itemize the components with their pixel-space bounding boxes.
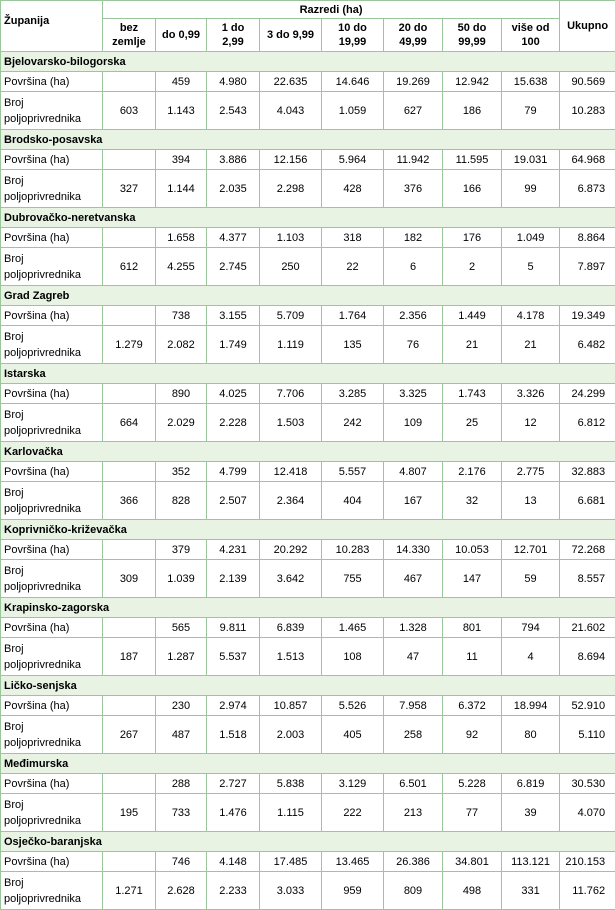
value-cell: 3.033 (260, 872, 322, 910)
value-cell: 2.543 (207, 92, 260, 130)
total-cell: 21.602 (560, 618, 615, 638)
value-cell: 5.709 (260, 306, 322, 326)
value-cell: 4.980 (207, 72, 260, 92)
value-cell: 2.356 (384, 306, 443, 326)
value-cell (103, 540, 156, 560)
povrsina-label: Površina (ha) (1, 696, 103, 716)
value-cell: 25 (443, 404, 502, 442)
value-cell: 1.119 (260, 326, 322, 364)
value-cell: 258 (384, 716, 443, 754)
value-cell: 2.745 (207, 248, 260, 286)
value-cell (103, 384, 156, 404)
value-cell: 2.233 (207, 872, 260, 910)
value-cell: 318 (322, 228, 384, 248)
total-cell: 4.070 (560, 794, 615, 832)
value-cell: 428 (322, 170, 384, 208)
county-row (1, 520, 615, 540)
povrsina-row (1, 150, 615, 170)
header-class: 20 do 49,99 (384, 19, 443, 52)
value-cell: 498 (443, 872, 502, 910)
broj-row (1, 326, 615, 364)
value-cell: 3.642 (260, 560, 322, 598)
county-name: Bjelovarsko-bilogorska (1, 52, 615, 72)
value-cell: 828 (156, 482, 207, 520)
total-cell: 10.283 (560, 92, 615, 130)
value-cell: 1.465 (322, 618, 384, 638)
value-cell: 794 (502, 618, 560, 638)
value-cell: 2.628 (156, 872, 207, 910)
broj-row (1, 170, 615, 208)
broj-row (1, 638, 615, 676)
povrsina-row (1, 306, 615, 326)
value-cell: 3.326 (502, 384, 560, 404)
value-cell (103, 150, 156, 170)
value-cell: 5 (502, 248, 560, 286)
povrsina-label: Površina (ha) (1, 384, 103, 404)
total-cell: 8.557 (560, 560, 615, 598)
value-cell: 19.031 (502, 150, 560, 170)
county-row (1, 832, 615, 852)
total-cell: 19.349 (560, 306, 615, 326)
value-cell: 3.325 (384, 384, 443, 404)
value-cell: 167 (384, 482, 443, 520)
value-cell (103, 462, 156, 482)
value-cell: 47 (384, 638, 443, 676)
value-cell: 352 (156, 462, 207, 482)
value-cell: 39 (502, 794, 560, 832)
value-cell: 267 (103, 716, 156, 754)
value-cell: 801 (443, 618, 502, 638)
povrsina-label: Površina (ha) (1, 618, 103, 638)
value-cell: 467 (384, 560, 443, 598)
broj-label: Broj poljoprivrednika (1, 482, 103, 520)
value-cell: 186 (443, 92, 502, 130)
value-cell: 195 (103, 794, 156, 832)
value-cell: 4.025 (207, 384, 260, 404)
county-row (1, 676, 615, 696)
header-class: 3 do 9,99 (260, 19, 322, 52)
county-row (1, 598, 615, 618)
value-cell: 890 (156, 384, 207, 404)
total-cell: 64.968 (560, 150, 615, 170)
povrsina-label: Površina (ha) (1, 462, 103, 482)
total-cell: 8.694 (560, 638, 615, 676)
value-cell: 79 (502, 92, 560, 130)
povrsina-row (1, 228, 615, 248)
value-cell: 2.974 (207, 696, 260, 716)
value-cell: 2.727 (207, 774, 260, 794)
broj-label: Broj poljoprivrednika (1, 638, 103, 676)
value-cell: 5.964 (322, 150, 384, 170)
value-cell: 4.807 (384, 462, 443, 482)
povrsina-label: Površina (ha) (1, 852, 103, 872)
broj-label: Broj poljoprivrednika (1, 872, 103, 910)
value-cell: 4.043 (260, 92, 322, 130)
value-cell: 12.942 (443, 72, 502, 92)
value-cell: 1.271 (103, 872, 156, 910)
value-cell: 746 (156, 852, 207, 872)
broj-row (1, 482, 615, 520)
value-cell: 230 (156, 696, 207, 716)
povrsina-row (1, 618, 615, 638)
value-cell: 331 (502, 872, 560, 910)
value-cell: 4.377 (207, 228, 260, 248)
value-cell: 14.646 (322, 72, 384, 92)
value-cell: 603 (103, 92, 156, 130)
value-cell: 2.775 (502, 462, 560, 482)
value-cell: 7.958 (384, 696, 443, 716)
total-cell: 52.910 (560, 696, 615, 716)
county-row (1, 442, 615, 462)
value-cell: 459 (156, 72, 207, 92)
value-cell: 3.886 (207, 150, 260, 170)
value-cell: 1.476 (207, 794, 260, 832)
value-cell: 4.148 (207, 852, 260, 872)
value-cell: 366 (103, 482, 156, 520)
value-cell: 213 (384, 794, 443, 832)
value-cell: 6.819 (502, 774, 560, 794)
value-cell: 1.749 (207, 326, 260, 364)
value-cell: 733 (156, 794, 207, 832)
value-cell (103, 72, 156, 92)
broj-row (1, 248, 615, 286)
value-cell: 1.144 (156, 170, 207, 208)
value-cell: 1.518 (207, 716, 260, 754)
broj-label: Broj poljoprivrednika (1, 794, 103, 832)
value-cell: 12.701 (502, 540, 560, 560)
value-cell: 6.839 (260, 618, 322, 638)
value-cell: 7.706 (260, 384, 322, 404)
value-cell: 627 (384, 92, 443, 130)
total-cell: 7.897 (560, 248, 615, 286)
value-cell: 92 (443, 716, 502, 754)
value-cell: 21 (443, 326, 502, 364)
value-cell: 12.418 (260, 462, 322, 482)
value-cell: 11.942 (384, 150, 443, 170)
value-cell: 166 (443, 170, 502, 208)
total-cell: 6.681 (560, 482, 615, 520)
povrsina-label: Površina (ha) (1, 306, 103, 326)
county-name: Međimurska (1, 754, 615, 774)
value-cell: 6 (384, 248, 443, 286)
value-cell: 379 (156, 540, 207, 560)
value-cell: 12.156 (260, 150, 322, 170)
value-cell: 182 (384, 228, 443, 248)
broj-row (1, 560, 615, 598)
total-cell: 6.873 (560, 170, 615, 208)
county-name: Brodsko-posavska (1, 130, 615, 150)
value-cell: 1.449 (443, 306, 502, 326)
value-cell: 3.129 (322, 774, 384, 794)
povrsina-label: Površina (ha) (1, 72, 103, 92)
value-cell: 309 (103, 560, 156, 598)
value-cell: 222 (322, 794, 384, 832)
povrsina-label: Površina (ha) (1, 774, 103, 794)
total-cell: 6.812 (560, 404, 615, 442)
broj-label: Broj poljoprivrednika (1, 170, 103, 208)
value-cell: 13.465 (322, 852, 384, 872)
value-cell: 2.228 (207, 404, 260, 442)
value-cell: 176 (443, 228, 502, 248)
county-row (1, 364, 615, 384)
value-cell: 1.103 (260, 228, 322, 248)
povrsina-row (1, 852, 615, 872)
value-cell: 59 (502, 560, 560, 598)
broj-label: Broj poljoprivrednika (1, 326, 103, 364)
value-cell: 288 (156, 774, 207, 794)
total-cell: 210.153 (560, 852, 615, 872)
povrsina-row (1, 696, 615, 716)
value-cell: 4 (502, 638, 560, 676)
value-cell: 18.994 (502, 696, 560, 716)
broj-row (1, 794, 615, 832)
value-cell: 34.801 (443, 852, 502, 872)
total-cell: 6.482 (560, 326, 615, 364)
county-row (1, 208, 615, 228)
value-cell: 242 (322, 404, 384, 442)
table-header (1, 1, 615, 52)
value-cell: 2.029 (156, 404, 207, 442)
value-cell: 5.537 (207, 638, 260, 676)
value-cell: 2 (443, 248, 502, 286)
header-class: 50 do 99,99 (443, 19, 502, 52)
value-cell: 2.298 (260, 170, 322, 208)
value-cell: 32 (443, 482, 502, 520)
broj-row (1, 872, 615, 910)
value-cell: 5.526 (322, 696, 384, 716)
value-cell: 12 (502, 404, 560, 442)
value-cell: 2.082 (156, 326, 207, 364)
value-cell (103, 852, 156, 872)
value-cell: 9.811 (207, 618, 260, 638)
county-name: Karlovačka (1, 442, 615, 462)
value-cell: 1.328 (384, 618, 443, 638)
value-cell: 1.115 (260, 794, 322, 832)
total-cell: 24.299 (560, 384, 615, 404)
broj-label: Broj poljoprivrednika (1, 404, 103, 442)
value-cell: 487 (156, 716, 207, 754)
header-class: do 0,99 (156, 19, 207, 52)
value-cell: 11 (443, 638, 502, 676)
value-cell: 755 (322, 560, 384, 598)
value-cell: 394 (156, 150, 207, 170)
county-name: Istarska (1, 364, 615, 384)
total-cell: 8.864 (560, 228, 615, 248)
value-cell: 2.364 (260, 482, 322, 520)
value-cell: 77 (443, 794, 502, 832)
county-row (1, 286, 615, 306)
value-cell: 3.155 (207, 306, 260, 326)
povrsina-row (1, 774, 615, 794)
value-cell: 76 (384, 326, 443, 364)
value-cell: 2.139 (207, 560, 260, 598)
value-cell: 5.557 (322, 462, 384, 482)
header-class: 1 do 2,99 (207, 19, 260, 52)
value-cell: 1.279 (103, 326, 156, 364)
value-cell: 11.595 (443, 150, 502, 170)
povrsina-label: Površina (ha) (1, 540, 103, 560)
value-cell: 565 (156, 618, 207, 638)
value-cell: 376 (384, 170, 443, 208)
value-cell: 5.838 (260, 774, 322, 794)
value-cell: 404 (322, 482, 384, 520)
broj-label: Broj poljoprivrednika (1, 716, 103, 754)
total-cell: 72.268 (560, 540, 615, 560)
broj-label: Broj poljoprivrednika (1, 92, 103, 130)
value-cell: 809 (384, 872, 443, 910)
county-name: Koprivničko-križevačka (1, 520, 615, 540)
povrsina-row (1, 462, 615, 482)
total-cell: 90.569 (560, 72, 615, 92)
value-cell: 10.857 (260, 696, 322, 716)
header-class: bez zemlje (103, 19, 156, 52)
value-cell: 20.292 (260, 540, 322, 560)
value-cell: 1.059 (322, 92, 384, 130)
county-name: Osječko-baranjska (1, 832, 615, 852)
value-cell: 1.287 (156, 638, 207, 676)
county-name: Krapinsko-zagorska (1, 598, 615, 618)
povrsina-row (1, 72, 615, 92)
header-class: više od 100 (502, 19, 560, 52)
total-cell: 11.762 (560, 872, 615, 910)
value-cell: 1.513 (260, 638, 322, 676)
value-cell: 4.255 (156, 248, 207, 286)
povrsina-label: Površina (ha) (1, 150, 103, 170)
header-ukupno: Ukupno (560, 1, 615, 52)
povrsina-row (1, 540, 615, 560)
total-cell: 32.883 (560, 462, 615, 482)
value-cell: 15.638 (502, 72, 560, 92)
value-cell (103, 618, 156, 638)
value-cell: 187 (103, 638, 156, 676)
value-cell: 5.228 (443, 774, 502, 794)
county-name: Dubrovačko-neretvanska (1, 208, 615, 228)
povrsina-row (1, 384, 615, 404)
value-cell (103, 696, 156, 716)
value-cell: 250 (260, 248, 322, 286)
value-cell: 6.372 (443, 696, 502, 716)
total-cell: 30.530 (560, 774, 615, 794)
value-cell: 10.283 (322, 540, 384, 560)
value-cell: 3.285 (322, 384, 384, 404)
value-cell: 327 (103, 170, 156, 208)
total-cell: 5.110 (560, 716, 615, 754)
value-cell: 1.143 (156, 92, 207, 130)
value-cell: 99 (502, 170, 560, 208)
value-cell: 1.503 (260, 404, 322, 442)
value-cell: 4.799 (207, 462, 260, 482)
value-cell: 959 (322, 872, 384, 910)
value-cell: 2.176 (443, 462, 502, 482)
value-cell: 13 (502, 482, 560, 520)
value-cell: 2.507 (207, 482, 260, 520)
broj-label: Broj poljoprivrednika (1, 248, 103, 286)
value-cell: 1.743 (443, 384, 502, 404)
value-cell: 135 (322, 326, 384, 364)
value-cell: 6.501 (384, 774, 443, 794)
broj-row (1, 92, 615, 130)
value-cell: 80 (502, 716, 560, 754)
county-row (1, 130, 615, 150)
value-cell: 17.485 (260, 852, 322, 872)
value-cell: 22 (322, 248, 384, 286)
header-zupanija: Županija (1, 1, 103, 52)
value-cell: 2.035 (207, 170, 260, 208)
county-row (1, 52, 615, 72)
value-cell: 19.269 (384, 72, 443, 92)
table-body (1, 52, 615, 910)
value-cell: 664 (103, 404, 156, 442)
header-razredi: Razredi (ha) (103, 1, 560, 19)
value-cell: 21 (502, 326, 560, 364)
value-cell: 26.386 (384, 852, 443, 872)
value-cell: 147 (443, 560, 502, 598)
value-cell: 10.053 (443, 540, 502, 560)
broj-row (1, 716, 615, 754)
value-cell: 2.003 (260, 716, 322, 754)
value-cell: 1.658 (156, 228, 207, 248)
value-cell: 738 (156, 306, 207, 326)
value-cell: 108 (322, 638, 384, 676)
value-cell (103, 774, 156, 794)
county-name: Ličko-senjska (1, 676, 615, 696)
povrsina-label: Površina (ha) (1, 228, 103, 248)
value-cell: 1.039 (156, 560, 207, 598)
broj-label: Broj poljoprivrednika (1, 560, 103, 598)
broj-row (1, 404, 615, 442)
value-cell: 4.178 (502, 306, 560, 326)
value-cell: 14.330 (384, 540, 443, 560)
value-cell (103, 306, 156, 326)
value-cell: 113.121 (502, 852, 560, 872)
value-cell: 405 (322, 716, 384, 754)
header-class: 10 do 19,99 (322, 19, 384, 52)
value-cell: 109 (384, 404, 443, 442)
value-cell: 612 (103, 248, 156, 286)
value-cell (103, 228, 156, 248)
value-cell: 4.231 (207, 540, 260, 560)
value-cell: 1.049 (502, 228, 560, 248)
value-cell: 22.635 (260, 72, 322, 92)
county-row (1, 754, 615, 774)
county-name: Grad Zagreb (1, 286, 615, 306)
value-cell: 1.764 (322, 306, 384, 326)
